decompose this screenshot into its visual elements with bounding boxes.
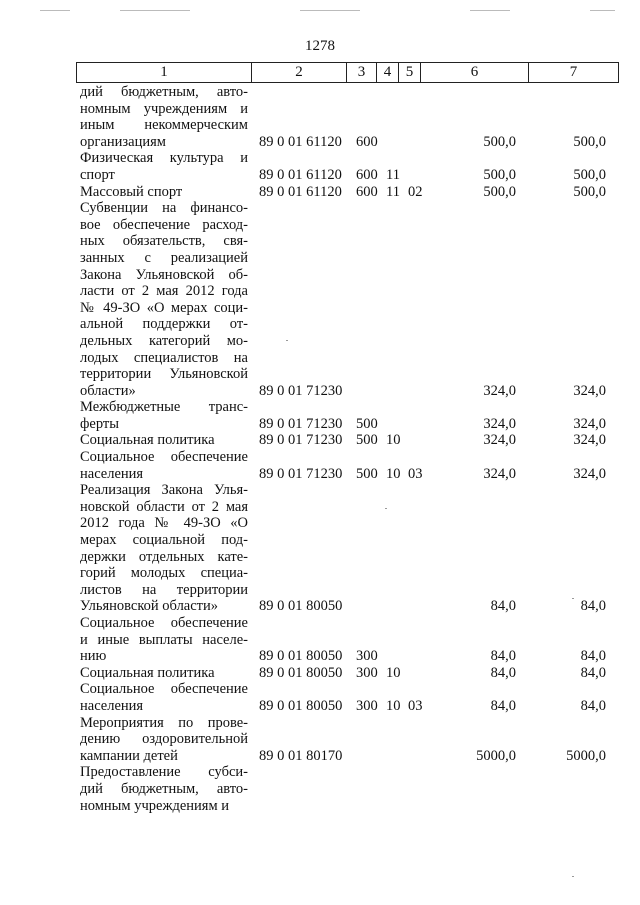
column-header: 5 [399, 63, 421, 83]
expense-type-code: 500 [356, 432, 378, 449]
table-row [0, 150, 640, 183]
expense-type-code: 600 [356, 183, 378, 200]
description-line: Реализация Закона Улья- [80, 482, 248, 499]
description-line: номным учреждениям и [80, 100, 248, 117]
row-description [80, 715, 248, 765]
target-article-code: 89 0 01 80050 [259, 648, 343, 665]
table-row [0, 184, 640, 201]
description-line: иным некоммерческим [80, 117, 248, 134]
amount-col-7: 324,0 [573, 382, 606, 399]
row-description [80, 449, 248, 482]
description-line: вое обеспечение расход- [80, 216, 248, 233]
row-description [80, 681, 248, 714]
section-code: 10 [386, 432, 401, 449]
subsection-code: 02 [408, 183, 423, 200]
table-row [0, 764, 640, 814]
amount-col-7: 84,0 [580, 598, 606, 615]
description-line: населения [80, 465, 144, 482]
amount-col-7: 324,0 [573, 415, 606, 432]
target-article-code: 89 0 01 71230 [259, 382, 343, 399]
amount-col-6: 84,0 [490, 697, 516, 714]
column-header-row [77, 63, 619, 83]
amount-col-6: 5000,0 [476, 747, 516, 764]
subsection-code: 03 [408, 697, 423, 714]
row-description [80, 764, 248, 814]
section-code: 10 [386, 465, 401, 482]
target-article-code: 89 0 01 71230 [259, 415, 343, 432]
row-description [80, 399, 248, 432]
column-header: 3 [347, 63, 377, 83]
amount-col-6: 84,0 [490, 664, 516, 681]
amount-col-6: 324,0 [483, 465, 516, 482]
amount-col-6: 500,0 [483, 183, 516, 200]
table-row [0, 615, 640, 665]
row-description [80, 184, 248, 201]
expense-type-code: 500 [356, 465, 378, 482]
table-row [0, 84, 640, 150]
amount-col-6: 84,0 [490, 598, 516, 615]
amount-col-7: 324,0 [573, 432, 606, 449]
amount-col-7: 84,0 [580, 697, 606, 714]
description-line: новской области от 2 мая [80, 498, 248, 515]
description-line: Социальное обеспечение [80, 615, 248, 631]
description-line: Социальное обеспечение [80, 449, 248, 466]
row-description [80, 615, 248, 665]
description-line: Массовый спорт [80, 183, 183, 200]
description-line: Закона Ульяновской об- [80, 266, 248, 283]
description-line: номным учреждениям и [80, 797, 230, 814]
row-description [80, 482, 248, 615]
column-header-table [76, 62, 619, 83]
description-line: Субвенции на финансо- [80, 200, 248, 217]
amount-col-6: 324,0 [483, 382, 516, 399]
amount-col-6: 324,0 [483, 432, 516, 449]
table-row [0, 399, 640, 432]
target-article-code: 89 0 01 80050 [259, 664, 343, 681]
description-line: дению оздоровительной [80, 731, 248, 748]
column-header: 1 [77, 63, 252, 83]
description-line: дий бюджетным, авто- [80, 780, 248, 797]
section-code: 11 [386, 166, 400, 183]
description-line: организациям [80, 133, 166, 150]
description-line: альной поддержки от- [80, 316, 248, 333]
expense-type-code: 300 [356, 648, 378, 665]
column-header: 2 [252, 63, 347, 83]
column-header: 4 [377, 63, 399, 83]
scan-artifact [470, 10, 510, 11]
description-line: Ульяновской области» [80, 598, 219, 615]
description-line: горий молодых специа- [80, 565, 248, 582]
target-article-code: 89 0 01 80170 [259, 747, 343, 764]
scan-artifact [590, 10, 615, 11]
subsection-code: 03 [408, 465, 423, 482]
amount-col-6: 84,0 [490, 648, 516, 665]
row-description [80, 84, 248, 150]
section-code: 10 [386, 697, 401, 714]
description-line: кампании детей [80, 747, 178, 764]
description-line: области» [80, 382, 136, 399]
amount-col-7: 5000,0 [566, 747, 606, 764]
table-row [0, 482, 640, 615]
table-row [0, 449, 640, 482]
expense-type-code: 300 [356, 664, 378, 681]
description-line: Социальная политика [80, 664, 215, 681]
description-line: населения [80, 697, 144, 714]
row-description [80, 150, 248, 183]
table-row [0, 665, 640, 682]
table-row [0, 432, 640, 449]
amount-col-7: 324,0 [573, 465, 606, 482]
amount-col-7: 84,0 [580, 664, 606, 681]
description-line: Межбюджетные транс- [80, 399, 248, 416]
column-header: 6 [421, 63, 529, 83]
description-line: Социальное обеспечение [80, 681, 248, 698]
scan-artifact [300, 10, 360, 11]
expense-type-code: 300 [356, 697, 378, 714]
target-article-code: 89 0 01 80050 [259, 697, 343, 714]
amount-col-7: 500,0 [573, 183, 606, 200]
description-line: спорт [80, 166, 115, 183]
scan-artifact [40, 10, 70, 11]
target-article-code: 89 0 01 80050 [259, 598, 343, 615]
description-line: № 49-ЗО «О мерах соци- [80, 299, 248, 316]
row-description [80, 665, 248, 682]
budget-table-body [0, 84, 640, 814]
target-article-code: 89 0 01 61120 [259, 183, 342, 200]
column-header: 7 [529, 63, 619, 83]
expense-type-code: 500 [356, 415, 378, 432]
description-line: дельных категорий мо- [80, 332, 248, 349]
description-line: листов на территории [80, 581, 248, 598]
target-article-code: 89 0 01 61120 [259, 133, 342, 150]
description-line: и иные выплаты населе- [80, 631, 248, 648]
amount-col-6: 500,0 [483, 166, 516, 183]
target-article-code: 89 0 01 71230 [259, 432, 343, 449]
description-line: мерах социальной под- [80, 532, 248, 549]
section-code: 11 [386, 183, 400, 200]
description-line: занных с реализацией [80, 249, 248, 266]
description-line: ферты [80, 415, 119, 432]
target-article-code: 89 0 01 61120 [259, 166, 342, 183]
description-line: ных обязательств, свя- [80, 233, 248, 250]
expense-type-code: 600 [356, 133, 378, 150]
description-line: держки отдельных катe- [80, 548, 248, 565]
description-line: ласти от 2 мая 2012 года [80, 283, 248, 300]
row-description [80, 432, 248, 449]
table-row [0, 200, 640, 399]
description-line: территории Ульяновской [80, 366, 248, 383]
amount-col-7: 84,0 [580, 648, 606, 665]
row-description [80, 200, 248, 399]
description-line: дий бюджетным, авто- [80, 84, 248, 100]
amount-col-6: 324,0 [483, 415, 516, 432]
description-line: Предоставление субси- [80, 764, 248, 781]
expense-type-code: 600 [356, 166, 378, 183]
page-number: 1278 [305, 38, 335, 54]
description-line: нию [80, 648, 107, 665]
description-line: Физическая культура и [80, 150, 248, 167]
scan-artifact [120, 10, 190, 11]
description-line: Социальная политика [80, 432, 215, 449]
amount-col-7: 500,0 [573, 166, 606, 183]
amount-col-7: 500,0 [573, 133, 606, 150]
description-line: Мероприятия по прове- [80, 714, 248, 731]
section-code: 10 [386, 664, 401, 681]
description-line: лодых специалистов на [80, 349, 248, 366]
target-article-code: 89 0 01 71230 [259, 465, 343, 482]
description-line: 2012 года № 49-ЗО «О [80, 515, 248, 532]
table-row [0, 681, 640, 714]
table-row [0, 715, 640, 765]
amount-col-6: 500,0 [483, 133, 516, 150]
